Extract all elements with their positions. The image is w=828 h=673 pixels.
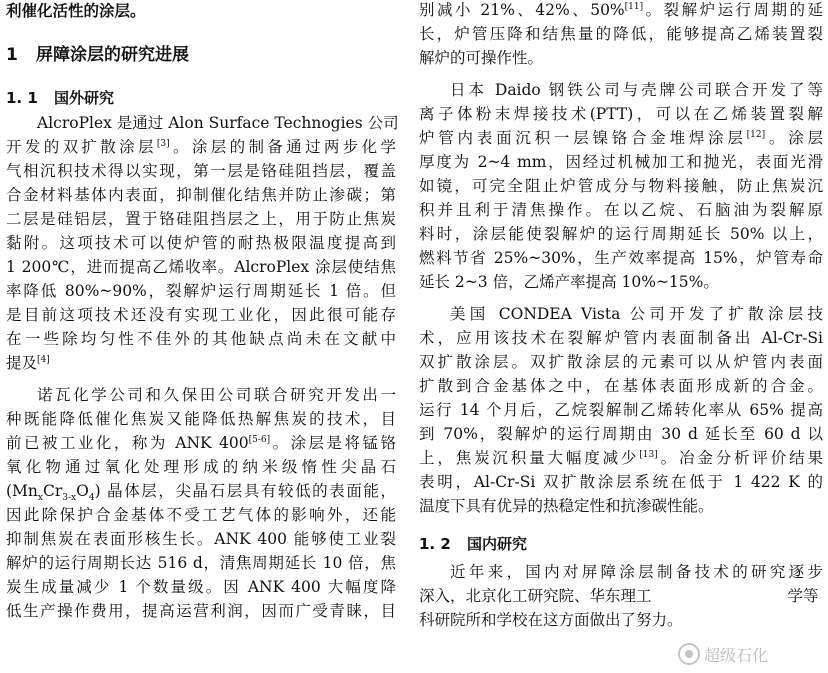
text-line: 低生产操作费用，提高运营利润，因而广受青睐，目 <box>6 602 396 620</box>
text-line: 氧化物通过氧化处理形成的纳米级惰性尖晶石 <box>6 458 396 476</box>
text-line: 日本 Daido 钢铁公司与壳牌公司联合开发了等 <box>450 81 823 99</box>
text-line: 前已被工业化，称为 ANK 400[5-6]。涂层是将锰铬 <box>6 434 396 452</box>
section-number: 1 <box>6 45 18 65</box>
citation: [11] <box>624 1 644 12</box>
section-title: 屏障涂层的研究进展 <box>36 45 189 65</box>
text-line: 诺瓦化学公司和久保田公司联合研究开发出一 <box>37 386 396 404</box>
text-line: 运行 14 个月后，乙烷裂解制乙烯转化率从 65% 提高 <box>419 401 823 419</box>
text-line: 1 200℃，进而提高乙烯收率。AlcroPlex 涂层使结焦 <box>6 258 396 276</box>
subsection-title: 国外研究 <box>54 89 115 107</box>
text-line: 利催化活性的涂层。 <box>6 1 146 20</box>
wechat-logo-icon <box>678 643 700 665</box>
subsection-heading <box>6 88 114 109</box>
text-line: 表明，Al-Cr-Si 双扩散涂层系统在低于 1 422 K 的 <box>419 473 823 491</box>
text-line: $(Mn_xCr_{3-x}O_4)$ 晶体层，尖晶石层具有较低的表面能， <box>6 482 396 504</box>
text-line: 解炉的可操作性。 <box>419 49 544 67</box>
section-heading <box>6 45 189 66</box>
text-line: AlcroPlex 是通过 Alon Surface Technogies 公司 <box>37 114 399 132</box>
text-line: 料时，涂层能使裂解炉的运行周期延长 50% 以上， <box>419 225 823 243</box>
subsection-heading <box>419 534 527 555</box>
subsection-number: 1. 1 <box>6 89 38 107</box>
text-line: 开发的双扩散涂层[3]。涂层的制备通过两步化学 <box>6 138 396 156</box>
text-line: 是目前这项技术还没有实现工业化，因此很可能存 <box>6 306 396 324</box>
text-line: 气相沉积技术得以实现，第一层是铬硅阻挡层，覆盖 <box>6 162 396 180</box>
text-line: 双扩散涂层。双扩散涂层的元素可以从炉管内表面 <box>419 353 823 371</box>
text-line: 科研院所和学校在这方面做出了努力。 <box>419 611 683 629</box>
text-line: 温度下具有优异的热稳定性和抗渗碳性能。 <box>419 497 714 515</box>
text-line: 炭生成量减少 1 个数量级。因 ANK 400 大幅度降 <box>6 578 396 596</box>
text-line: 如镜，可完全阻止炉管成分与物料接触，防止焦炭沉 <box>419 177 823 195</box>
text-line: 离子体粉末焊接技术(PTT)，可以在乙烯装置裂解 <box>419 105 823 123</box>
citation: [3] <box>156 138 170 149</box>
text-line: 在一些除均匀性不佳外的其他缺点尚未在文献中 <box>6 330 396 348</box>
watermark-text: 超级石化 <box>704 645 769 665</box>
text-line: 别减小 21%、42%、50%[11]。裂解炉运行周期的延 <box>419 1 823 19</box>
text-line: 黏附。这项技术可以使炉管的耐热极限温度提高到 <box>6 234 396 252</box>
text-line: 解炉的运行周期长达 516 d，清焦周期延长 10 倍，焦 <box>6 554 396 572</box>
text-line: 美国 CONDEA Vista 公司开发了扩散涂层技 <box>450 305 823 323</box>
text-line: 燃料节省 25%~30%，生产效率提高 15%，炉管寿命 <box>419 249 823 267</box>
text-line: 率降低 80%~90%，裂解炉运行周期延长 1 倍。但 <box>6 282 396 300</box>
text-line: 上，焦炭沉积量大幅度减少[13]。冶金分析评价结果 <box>419 449 823 467</box>
watermark <box>678 640 828 668</box>
text-line: 种既能降低催化焦炭又能降低热解焦炭的技术，目 <box>6 410 396 428</box>
citation: [4] <box>37 354 50 365</box>
text-line: 到 70%，裂解炉的运行周期由 30 d 延长至 60 d 以 <box>419 425 823 443</box>
text-line: 因此除保护合金基体不受工艺气体的影响外，还能 <box>6 506 396 524</box>
text-line: 深入，北京化工研究院、华东理工 学等 <box>419 587 819 605</box>
text-line: 术，应用该技术在裂解炉管内表面制备出 Al-Cr-Si <box>419 329 823 347</box>
citation: [5-6] <box>248 434 271 445</box>
text-line: 延长 2~3 倍，乙烯产率提高 10%~15%。 <box>419 273 719 291</box>
text-line: 积并且利于清焦操作。在以乙烷、石脑油为裂解原 <box>419 201 823 219</box>
text-line: 厚度为 2~4 mm，因经过机械加工和抛光，表面光滑 <box>419 153 823 171</box>
citation: [13] <box>639 449 658 460</box>
citation: [12] <box>746 129 766 140</box>
text-line: 长，炉管压降和结焦量的降低，能够提高乙烯装置裂 <box>419 25 823 43</box>
text-line: 抑制焦炭在表面形核生长。ANK 400 能够使工业裂 <box>6 530 396 548</box>
subsection-title: 国内研究 <box>467 535 528 553</box>
text-line: 合金材料基体内表面，抑制催化结焦并防止渗碳；第 <box>6 186 396 204</box>
text-line: 近年来，国内对屏障涂层制备技术的研究逐步 <box>450 563 823 581</box>
text-line: 炉管内表面沉积一层镍铬合金堆焊涂层[12]。涂层 <box>419 129 823 147</box>
text-line: 扩散到合金基体之中，在基体表面形成新的合金。 <box>419 377 823 395</box>
text-line: 二层是硅铝层，置于铬硅阻挡层之上，用于防止焦炭 <box>6 210 396 228</box>
subsection-number: 1. 2 <box>419 535 451 553</box>
text-line: 提及[4] <box>6 354 50 372</box>
